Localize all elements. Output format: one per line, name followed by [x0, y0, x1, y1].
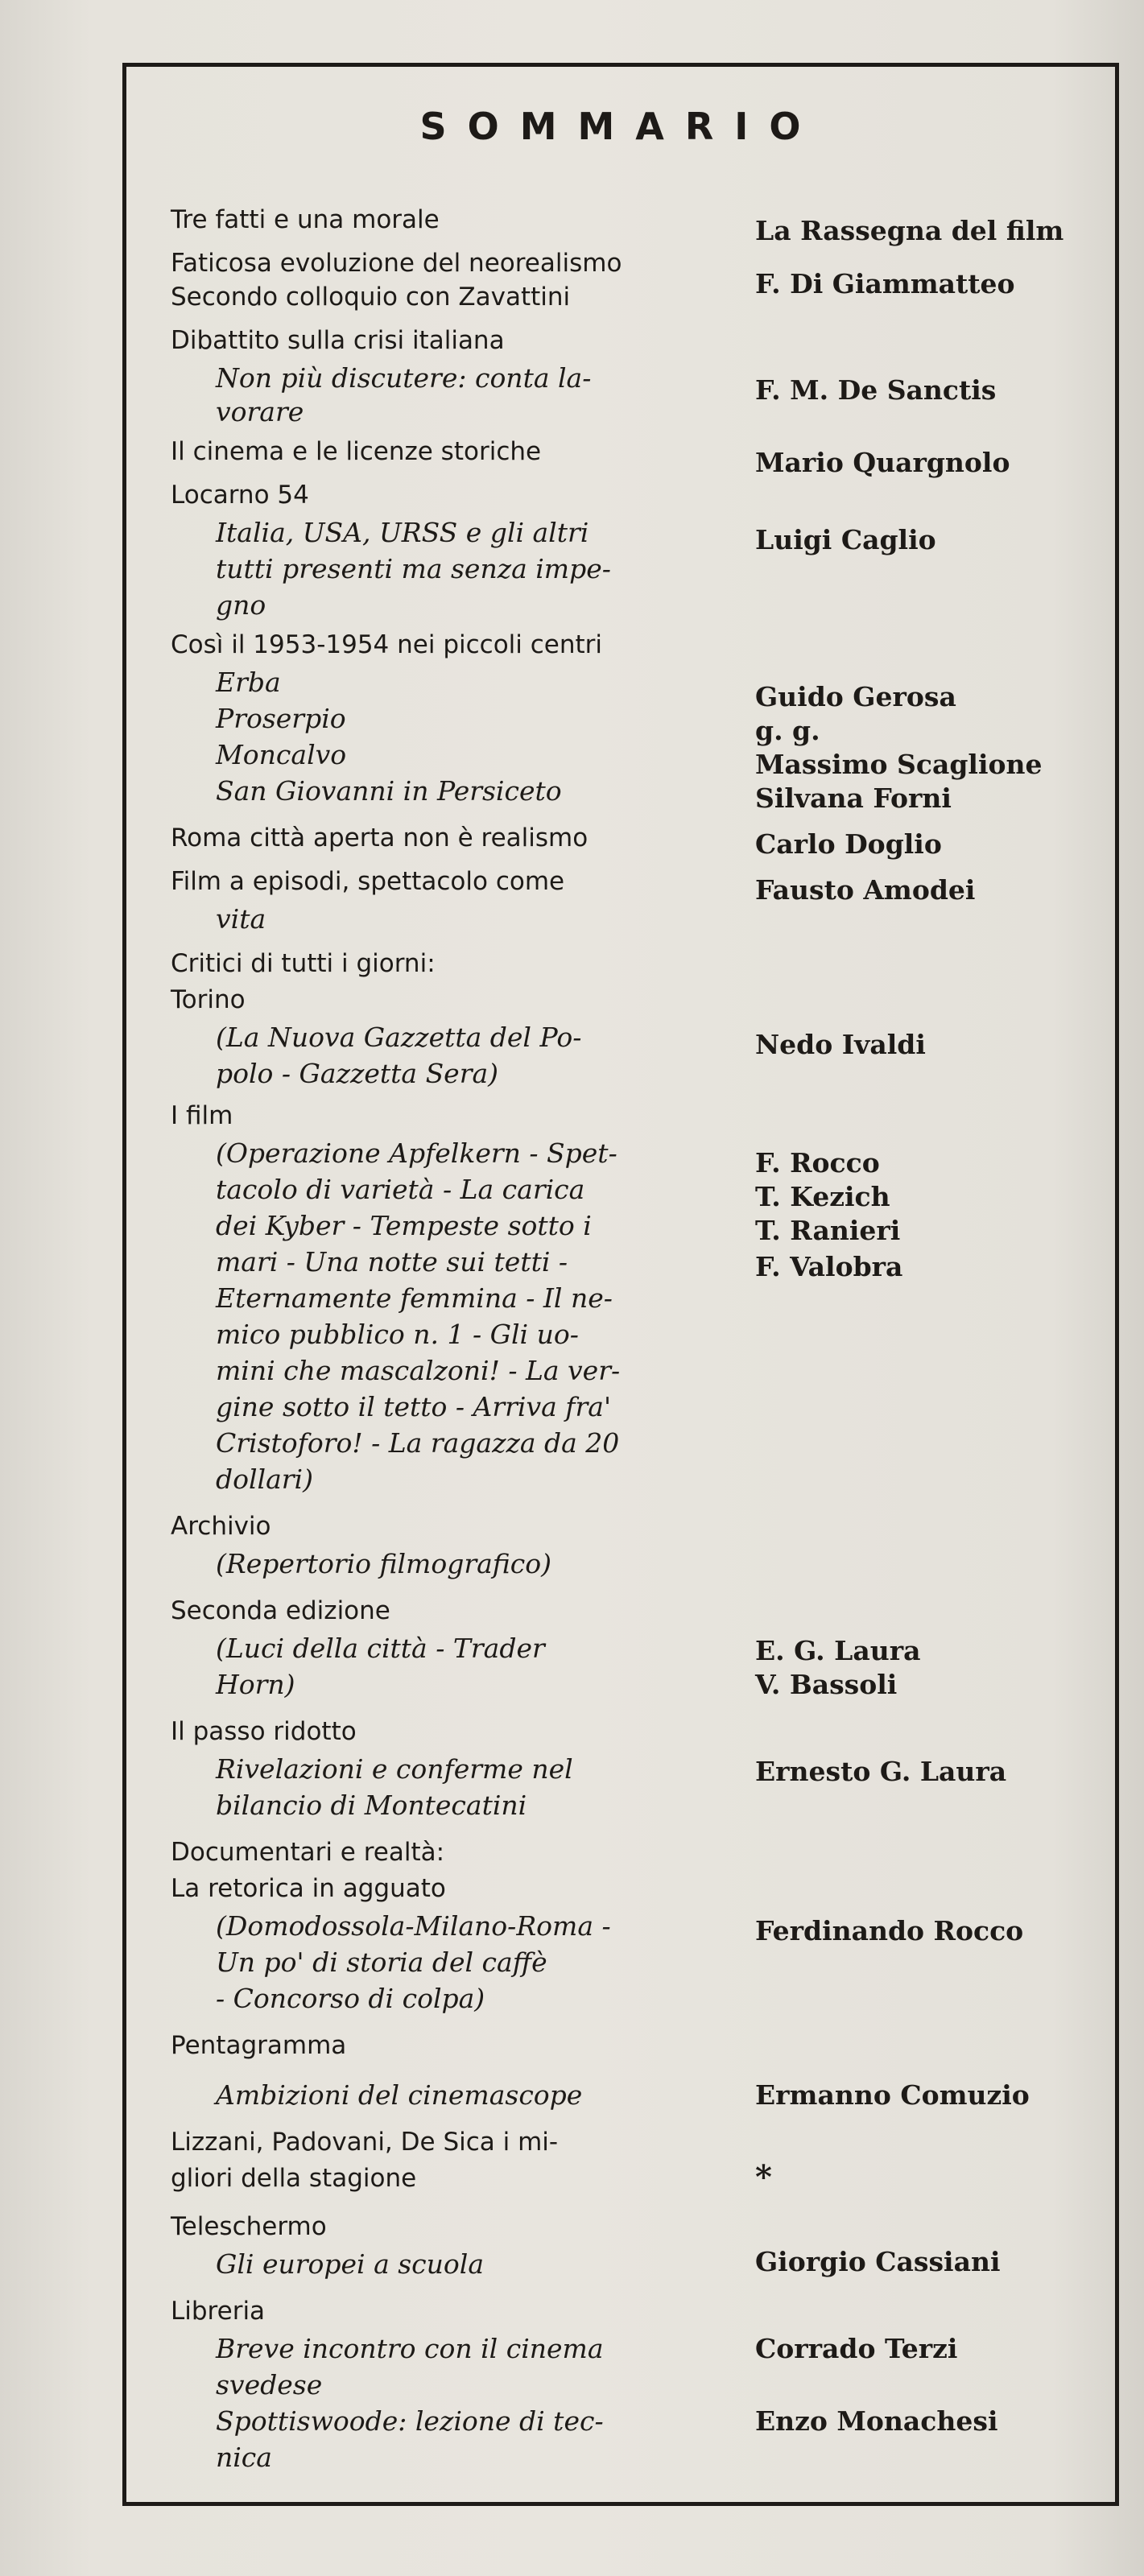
toc-entry: Torino	[171, 985, 246, 1014]
toc-subentry: nica	[216, 2442, 272, 2473]
toc-entry: I film	[171, 1101, 233, 1130]
toc-subentry: Un po' di storia del caffè	[216, 1946, 547, 1978]
toc-subentry: dei Kyber - Tempeste sotto i	[216, 1210, 592, 1241]
toc-entry: La retorica in agguato	[171, 1874, 446, 1903]
toc-subentry: (Luci della città - Trader	[216, 1633, 545, 1664]
toc-author: *	[755, 2158, 772, 2196]
toc-author: Ferdinando Rocco	[755, 1915, 1024, 1946]
toc-subentry: (Operazione Apfelkern - Spet-	[216, 1137, 617, 1169]
toc-author: Nedo Ivaldi	[755, 1029, 926, 1060]
toc-entry: Seconda edizione	[171, 1596, 390, 1625]
toc-entry: Il passo ridotto	[171, 1717, 357, 1746]
toc-author: Massimo Scaglione	[755, 749, 1043, 780]
toc-subentry: mini che mascalzoni! - La ver-	[216, 1355, 621, 1386]
toc-subentry: Gli europei a scuola	[216, 2248, 485, 2280]
toc-entry: Così il 1953-1954 nei piccoli centri	[171, 630, 603, 659]
toc-entry: Il cinema e le licenze storiche	[171, 437, 542, 466]
toc-entry: gliori della stagione	[171, 2164, 417, 2193]
toc-subentry: vita	[216, 903, 266, 935]
toc-author: Corrado Terzi	[755, 2333, 958, 2364]
toc-entry: Film a episodi, spettacolo come	[171, 867, 565, 896]
toc-subentry: Eternamente femmina - Il ne-	[216, 1282, 613, 1314]
toc-author: Mario Quargnolo	[755, 447, 1010, 478]
toc-author: E. G. Laura	[755, 1635, 921, 1666]
toc-author: Enzo Monachesi	[755, 2405, 998, 2437]
toc-entry: Locarno 54	[171, 481, 309, 510]
toc-entry: Dibattito sulla crisi italiana	[171, 326, 505, 355]
page-title: SOMMARIO	[419, 105, 822, 148]
toc-author: F. M. De Sanctis	[755, 374, 997, 406]
toc-entry: Lizzani, Padovani, De Sica i mi-	[171, 2128, 559, 2157]
toc-subentry: gine sotto il tetto - Arriva fra'	[216, 1391, 612, 1422]
toc-author: Ermanno Comuzio	[755, 2079, 1030, 2111]
toc-entry: Libreria	[171, 2297, 266, 2326]
toc-subentry: Horn)	[216, 1669, 295, 1700]
toc-subentry: tutti presenti ma senza impe-	[216, 553, 611, 584]
toc-author: La Rassegna del film	[755, 215, 1064, 246]
toc-subentry: Non più discutere: conta la-	[216, 362, 592, 394]
toc-author: V. Bassoli	[755, 1669, 898, 1700]
toc-subentry: (Repertorio filmografico)	[216, 1548, 552, 1579]
toc-subentry: San Giovanni in Persiceto	[216, 775, 562, 807]
toc-author: Silvana Forni	[755, 782, 952, 814]
toc-subentry: Italia, USA, URSS e gli altri	[216, 517, 589, 548]
toc-subentry: Spottiswoode: lezione di tec-	[216, 2405, 604, 2437]
toc-subentry: Proserpio	[216, 703, 346, 734]
toc-entry: Archivio	[171, 1512, 271, 1541]
toc-author: Luigi Caglio	[755, 524, 936, 555]
toc-author: Carlo Doglio	[755, 828, 942, 860]
toc-entry: Faticosa evoluzione del neorealismo	[171, 249, 622, 278]
toc-subentry: Ambizioni del cinemascope	[216, 2079, 583, 2111]
toc-subentry: Erba	[216, 667, 281, 698]
toc-entry: Tre fatti e una morale	[171, 205, 440, 234]
toc-subentry: tacolo di varietà - La carica	[216, 1174, 585, 1205]
toc-author: F. Rocco	[755, 1147, 880, 1179]
toc-author: T. Ranieri	[755, 1215, 901, 1246]
toc-subentry: dollari)	[216, 1463, 313, 1495]
toc-subentry: svedese	[216, 2369, 323, 2401]
toc-subentry: gno	[216, 589, 266, 621]
toc-subentry: Rivelazioni e conferme nel	[216, 1753, 573, 1785]
toc-subentry: Cristoforo! - La ragazza da 20	[216, 1427, 620, 1459]
toc-author: T. Kezich	[755, 1181, 890, 1212]
toc-author: Giorgio Cassiani	[755, 2246, 1001, 2277]
toc-subentry: (La Nuova Gazzetta del Po-	[216, 1022, 582, 1053]
toc-subentry: vorare	[216, 396, 304, 427]
toc-subentry: Moncalvo	[216, 739, 347, 770]
toc-subentry: bilancio di Montecatini	[216, 1790, 527, 1821]
toc-entry: Pentagramma	[171, 2031, 347, 2060]
toc-entry: Critici di tutti i giorni:	[171, 949, 436, 978]
toc-subentry: mico pubblico n. 1 - Gli uo-	[216, 1319, 579, 1350]
toc-author: Ernesto G. Laura	[755, 1756, 1007, 1787]
toc-subentry: polo - Gazzetta Sera)	[216, 1058, 499, 1089]
toc-author: g. g.	[755, 715, 820, 746]
toc-author: F. Di Giammatteo	[755, 268, 1015, 299]
toc-subentry: (Domodossola-Milano-Roma -	[216, 1910, 611, 1942]
toc-author: F. Valobra	[755, 1251, 903, 1282]
toc-author: Fausto Amodei	[755, 874, 976, 906]
toc-entry: Teleschermo	[171, 2212, 327, 2241]
toc-entry: Documentari e realtà:	[171, 1838, 445, 1867]
toc-subentry: Breve incontro con il cinema	[216, 2333, 604, 2364]
toc-entry: Secondo colloquio con Zavattini	[171, 283, 571, 312]
toc-subentry: mari - Una notte sui tetti -	[216, 1246, 568, 1278]
toc-subentry: - Concorso di colpa)	[216, 1983, 485, 2014]
toc-entry: Roma città aperta non è realismo	[171, 824, 589, 852]
toc-author: Guido Gerosa	[755, 681, 956, 712]
